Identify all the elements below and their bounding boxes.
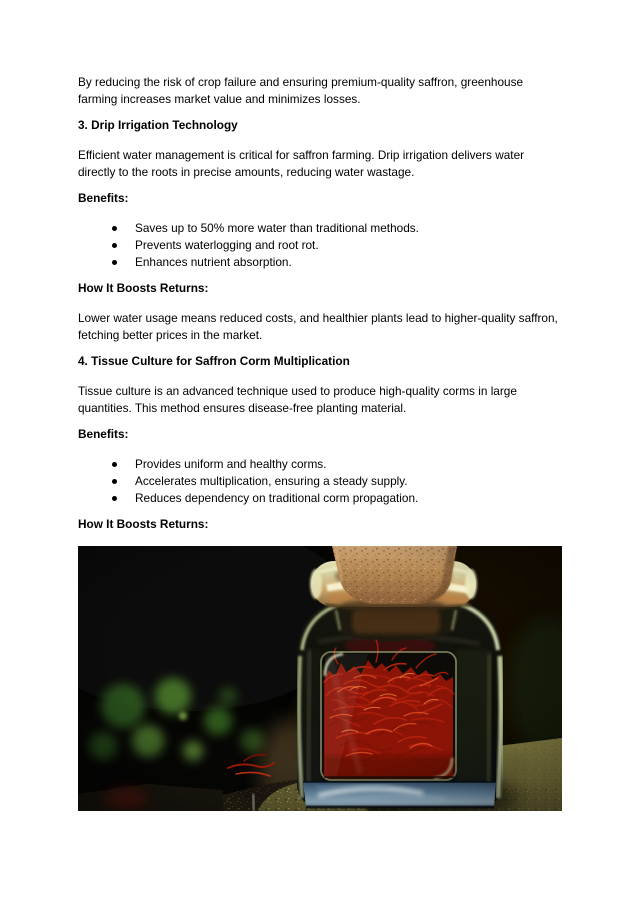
list-item-text: Saves up to 50% more water than traditional methods. xyxy=(135,221,419,235)
paragraph-line: Tissue culture is an advanced technique used to produce high-quality corms in large xyxy=(78,384,517,398)
bullet-list-benefits-drip xyxy=(78,220,562,271)
bullet-icon xyxy=(112,479,117,484)
paragraph-drip xyxy=(78,147,562,181)
paragraph-line: directly to the roots in precise amounts, reducing water wastage. xyxy=(78,165,415,179)
list-item xyxy=(78,220,562,237)
paragraph-line: Lower water usage means reduced costs, and healthier plants lead to higher-quality saffron, xyxy=(78,311,558,325)
list-item-text: Prevents waterlogging and root rot. xyxy=(135,238,319,252)
paragraph-returns-drip xyxy=(78,310,562,344)
list-item xyxy=(78,254,562,271)
document-body xyxy=(78,74,562,811)
paragraph-intro xyxy=(78,74,562,108)
saffron-jar-photo xyxy=(78,546,562,811)
heading-benefits-drip: Benefits: xyxy=(78,191,129,205)
heading-benefits-tissue: Benefits: xyxy=(78,427,129,441)
list-item-text: Accelerates multiplication, ensuring a steady supply. xyxy=(135,474,408,488)
paragraph-tissue xyxy=(78,383,562,417)
bullet-icon xyxy=(112,496,117,501)
list-item xyxy=(78,237,562,254)
paragraph-line: By reducing the risk of crop failure and ensuring premium-quality saffron, greenhouse xyxy=(78,75,524,89)
heading-drip-irrigation: 3. Drip Irrigation Technology xyxy=(78,118,238,132)
list-item xyxy=(78,473,562,490)
list-item-text: Enhances nutrient absorption. xyxy=(135,255,292,269)
bullet-icon xyxy=(112,226,117,231)
list-item-text: Reduces dependency on traditional corm propagation. xyxy=(135,491,419,505)
bullet-icon xyxy=(112,260,117,265)
bullet-list-benefits-tissue xyxy=(78,456,562,507)
heading-returns-tissue: How It Boosts Returns: xyxy=(78,517,209,531)
heading-tissue-culture: 4. Tissue Culture for Saffron Corm Multiplication xyxy=(78,354,350,368)
bullet-icon xyxy=(112,243,117,248)
list-item xyxy=(78,490,562,507)
heading-returns-drip: How It Boosts Returns: xyxy=(78,281,209,295)
paragraph-line: farming increases market value and minimizes losses. xyxy=(78,92,361,106)
list-item-text: Provides uniform and healthy corms. xyxy=(135,457,327,471)
paragraph-line: fetching better prices in the market. xyxy=(78,328,263,342)
bullet-icon xyxy=(112,462,117,467)
paragraph-line: quantities. This method ensures disease-free planting material. xyxy=(78,401,407,415)
paragraph-line: Efficient water management is critical for saffron farming. Drip irrigation delivers water xyxy=(78,148,525,162)
list-item xyxy=(78,456,562,473)
